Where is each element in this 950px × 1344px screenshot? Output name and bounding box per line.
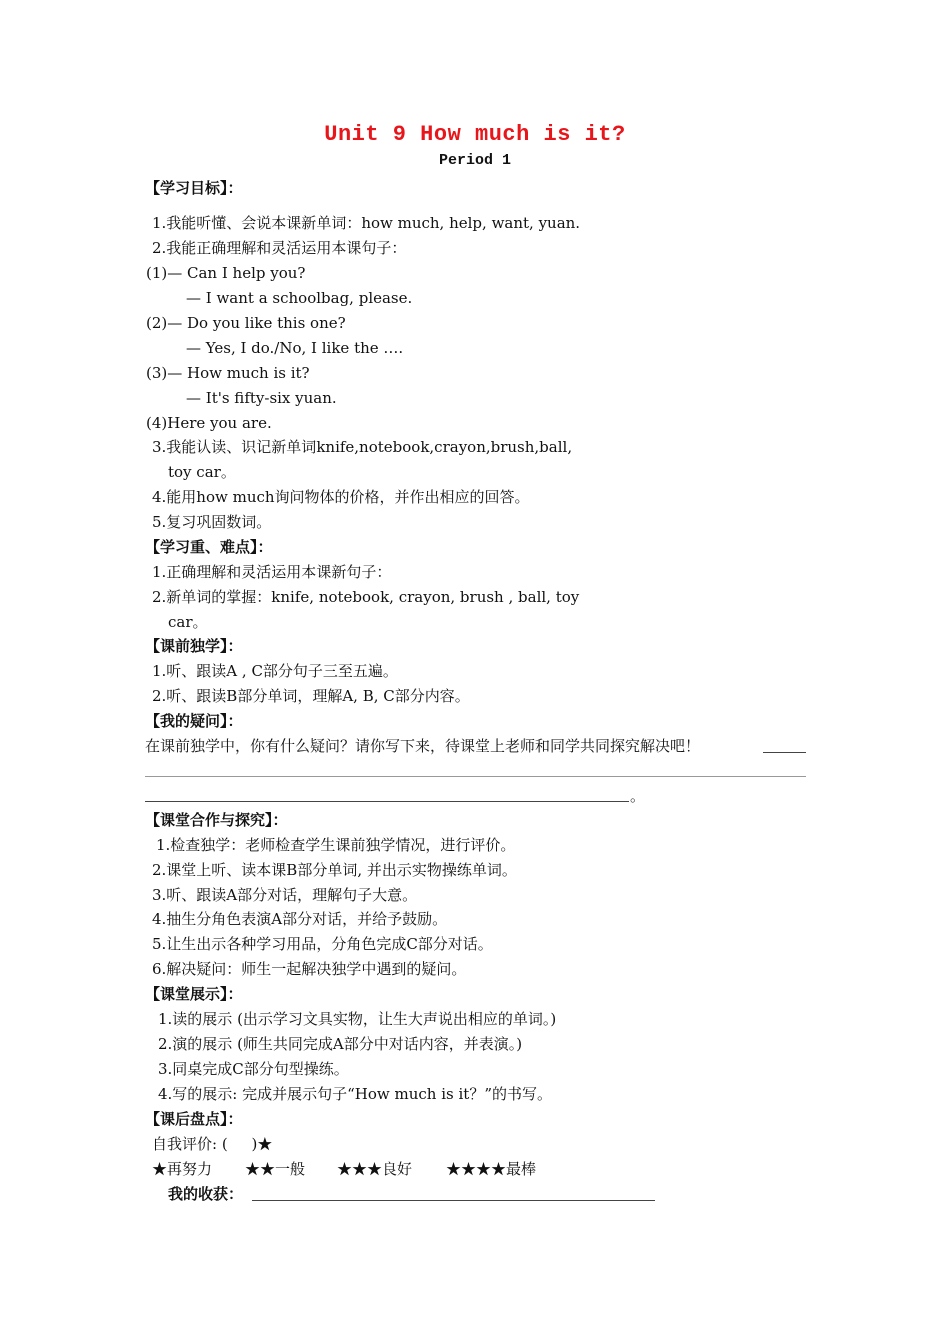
classroom-line: 6.解决疑问：师生一起解决独学中遇到的疑问。 xyxy=(152,960,467,978)
goals-line: 2.我能正确理解和灵活运用本课句子： xyxy=(152,239,407,257)
preview-heading: 【课前独学】： xyxy=(145,637,243,655)
rating-option: ★★一般 xyxy=(245,1160,306,1178)
harvest-answer-line[interactable] xyxy=(252,1200,655,1201)
questions-prompt: 在课前独学中，你有什么疑问？请你写下来，待课堂上老师和同学共同探究解决吧！ xyxy=(145,737,701,755)
preview-line: 2.听、跟读B部分单词，理解A, B, C部分内容。 xyxy=(152,687,470,705)
display-heading: 【课堂展示】： xyxy=(145,985,243,1003)
goals-line: — It's fifty-six yuan. xyxy=(186,389,337,407)
answer-line[interactable] xyxy=(145,801,629,802)
classroom-line: 1.检查独学：老师检查学生课前独学情况，进行评价。 xyxy=(156,836,516,854)
key-points-line: 2.新单词的掌握：knife, notebook, crayon, brush , ball, toy xyxy=(152,588,580,606)
display-line: 2.演的展示 (师生共同完成A部分中对话内容，并表演。) xyxy=(158,1035,523,1053)
preview-line: 1.听、跟读A , C部分句子三至五遍。 xyxy=(152,662,398,680)
goals-line: — I want a schoolbag, please. xyxy=(186,289,413,307)
goals-line: 5.复习巩固数词。 xyxy=(152,513,272,531)
rating-option: ★★★良好 xyxy=(337,1160,413,1178)
rating-option: ★★★★最棒 xyxy=(446,1160,537,1178)
key-points-heading: 【学习重、难点】： xyxy=(145,538,273,556)
page-title: Unit 9 How much is it? xyxy=(324,122,626,147)
display-line: 4.写的展示: 完成并展示句子“How much is it？”的书写。 xyxy=(158,1085,552,1103)
display-line: 3.同桌完成C部分句型操练。 xyxy=(158,1060,349,1078)
questions-end-mark: 。 xyxy=(630,787,646,805)
key-points-line: 1.正确理解和灵活运用本课新句子： xyxy=(152,563,392,581)
questions-heading: 【我的疑问】： xyxy=(145,712,243,730)
key-points-line: car。 xyxy=(168,613,208,631)
answer-line[interactable] xyxy=(145,776,806,777)
goals-line: (1)— Can I help you? xyxy=(146,264,306,282)
classroom-line: 3.听、跟读A部分对话，理解句子大意。 xyxy=(152,886,418,904)
goals-line: toy car。 xyxy=(168,463,236,481)
goals-line: 4.能用how much询问物体的价格，并作出相应的回答。 xyxy=(152,488,530,506)
answer-line[interactable] xyxy=(763,752,806,753)
classroom-line: 5.让生出示各种学习用品，分角色完成C部分对话。 xyxy=(152,935,493,953)
display-line: 1.读的展示 (出示学习文具实物，让生大声说出相应的单词。) xyxy=(158,1010,557,1028)
goals-line: (2)— Do you like this one? xyxy=(146,314,346,332)
goals-line: 1.我能听懂、会说本课新单词：how much, help, want, yuan. xyxy=(152,214,581,232)
goals-line: (4)Here you are. xyxy=(146,414,272,432)
period-label: Period 1 xyxy=(438,152,511,169)
goals-line: (3)— How much is it? xyxy=(146,364,310,382)
classroom-heading: 【课堂合作与探究】： xyxy=(145,811,288,829)
goals-line: — Yes, I do./No, I like the …. xyxy=(186,339,404,357)
goals-line: 3.我能认读、识记新单词knife,notebook,crayon,brush,ball, xyxy=(152,438,573,456)
rating-option: ★再努力 xyxy=(152,1160,213,1178)
harvest-label: 我的收获： xyxy=(168,1185,244,1203)
self-evaluation: 自我评价: ( )★ xyxy=(152,1135,273,1153)
goals-heading: 【学习目标】： xyxy=(145,179,243,197)
classroom-line: 2.课堂上听、读本课B部分单词, 并出示实物操练单词。 xyxy=(152,861,517,879)
classroom-line: 4.抽生分角色表演A部分对话，并给予鼓励。 xyxy=(152,910,448,928)
review-heading: 【课后盘点】： xyxy=(145,1110,243,1128)
